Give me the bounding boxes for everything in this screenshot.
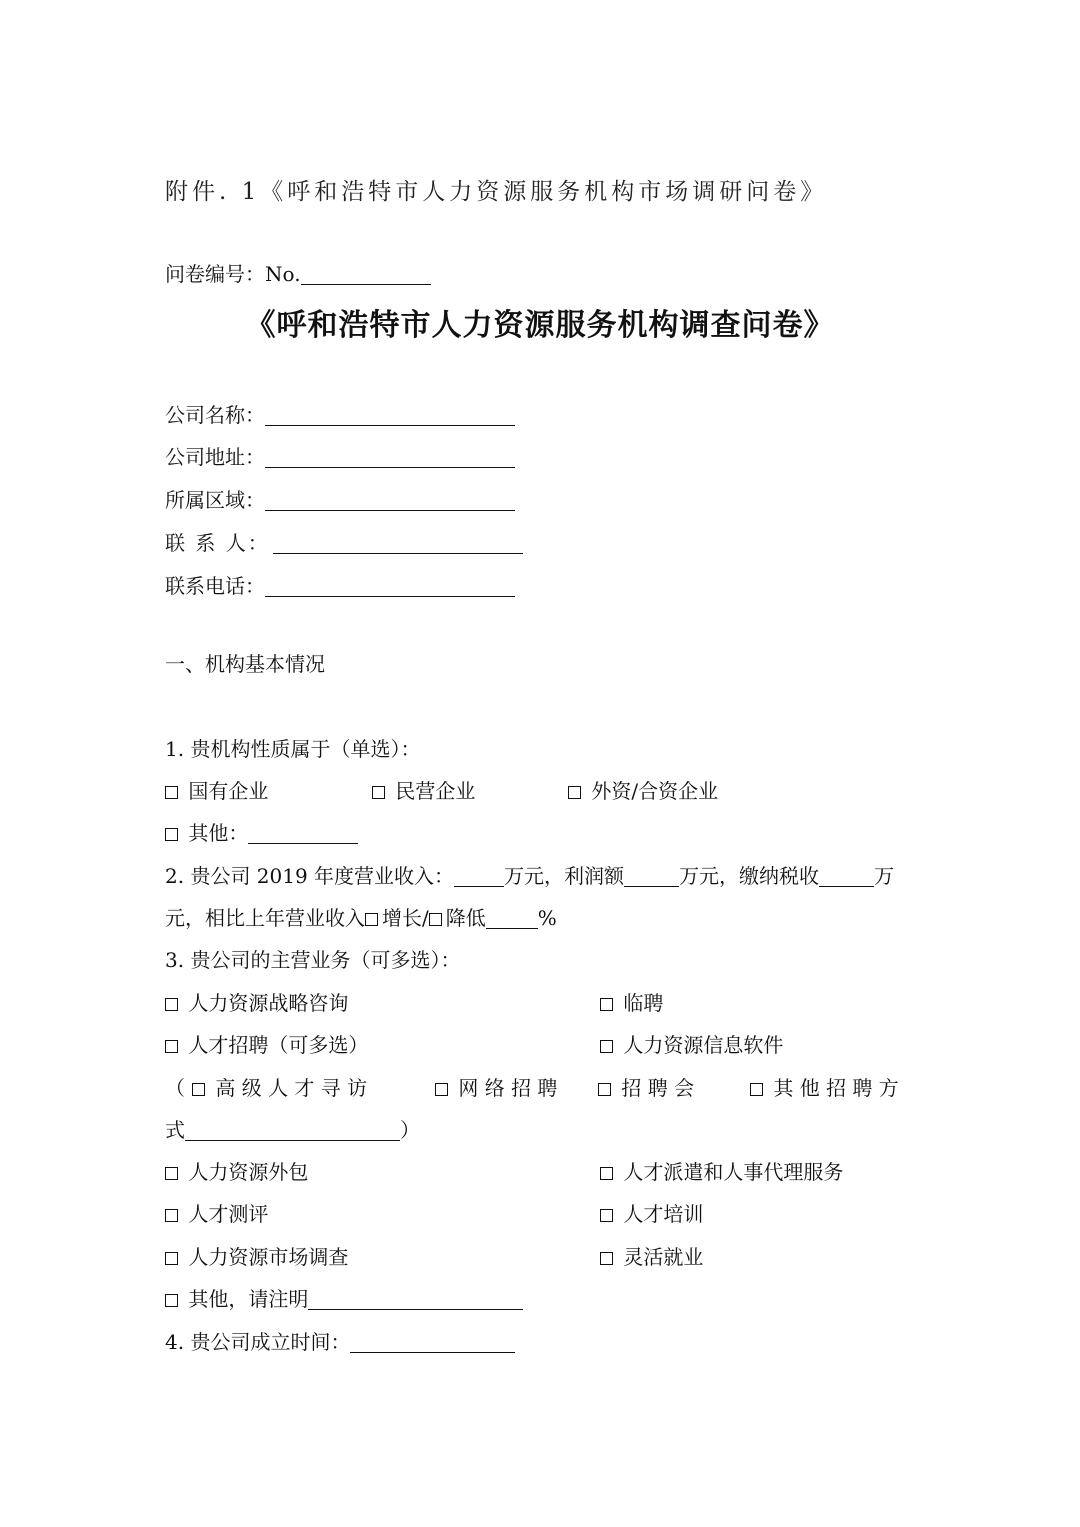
q1-prompt: 1. 贵机构性质属于（单选）： (165, 737, 421, 761)
option-label: 民营企业 (395, 779, 476, 803)
q3-option-other[interactable] (165, 1285, 523, 1313)
q2-text: 降低 (445, 906, 486, 930)
checkbox-icon[interactable] (600, 1040, 613, 1053)
q3-option[interactable] (165, 1200, 268, 1228)
option-label: 灵活就业 (623, 1245, 704, 1269)
option-label: 网 络 招 聘 (458, 1076, 558, 1100)
checkbox-icon[interactable] (568, 786, 581, 799)
checkbox-icon[interactable] (165, 1209, 178, 1222)
checkbox-icon[interactable] (372, 786, 385, 799)
field-label: 所属区域： (165, 488, 265, 512)
option-label: 人力资源战略咨询 (188, 991, 349, 1015)
option-label: 人才测评 (188, 1202, 269, 1226)
q3-recruit-sub-option[interactable] (750, 1074, 899, 1102)
q3-option[interactable] (165, 1243, 348, 1271)
option-label: 外资/合资企业 (591, 779, 719, 803)
option-label: 人才招聘（可多选） (188, 1033, 369, 1057)
q2-line2 (165, 904, 557, 932)
checkbox-icon[interactable] (165, 1252, 178, 1265)
option-label: 人力资源市场调查 (188, 1245, 349, 1269)
q3-recruit-sub-option[interactable] (598, 1074, 694, 1102)
checkbox-icon[interactable] (600, 998, 613, 1011)
field-label: 公司名称： (165, 403, 265, 427)
checkbox-icon[interactable] (435, 1083, 448, 1096)
option-label: 招 聘 会 (621, 1076, 695, 1100)
q2-line1 (165, 862, 894, 890)
other-recruit-blank[interactable] (185, 1118, 400, 1141)
q3-option[interactable] (600, 1031, 783, 1059)
q4 (165, 1328, 515, 1356)
option-label: 其他： (188, 821, 249, 845)
checkbox-icon[interactable] (750, 1083, 763, 1096)
checkbox-icon[interactable] (598, 1083, 611, 1096)
q2-text: 万元，缴纳税收 (679, 864, 820, 888)
q1-option-foreign[interactable] (568, 777, 718, 805)
page-title: 《呼和浩特市人力资源服务机构调查问卷》 (245, 308, 835, 343)
option-label: 人力资源信息软件 (623, 1033, 784, 1057)
q1-option-other[interactable] (165, 819, 358, 847)
change-percent-blank[interactable] (486, 906, 538, 929)
region-blank[interactable] (265, 488, 515, 511)
revenue-blank[interactable] (454, 864, 504, 887)
option-label: 人力资源外包 (188, 1160, 309, 1184)
q4-prompt: 4. 贵公司成立时间： (165, 1330, 351, 1354)
q3-recruit-sub-option[interactable] (435, 1074, 557, 1102)
option-label: ） (400, 1118, 420, 1142)
section-heading: 一、机构基本情况 (165, 652, 325, 676)
checkbox-icon[interactable] (600, 1252, 613, 1265)
option-label: 人才培训 (623, 1202, 704, 1226)
q1-option-private[interactable] (372, 777, 475, 805)
q3-option[interactable] (600, 989, 663, 1017)
q3-prompt: 3. 贵公司的主营业务（可多选）： (165, 948, 461, 972)
option-label: 人才派遣和人事代理服务 (623, 1160, 844, 1184)
q1-other-blank[interactable] (248, 821, 358, 844)
checkbox-icon[interactable] (165, 998, 178, 1011)
q1-option-state-owned[interactable] (165, 777, 268, 805)
q3-recruit-sub-option[interactable] (192, 1074, 367, 1102)
q2-text: 2. 贵公司 2019 年度营业收入： (165, 864, 455, 888)
checkbox-icon[interactable] (165, 1167, 178, 1180)
field-company-address (165, 443, 515, 471)
attachment-title: 附件. 1《呼和浩特市人力资源服务机构市场调研问卷》 (165, 179, 828, 205)
q3-option[interactable] (165, 989, 348, 1017)
company-name-blank[interactable] (265, 403, 515, 426)
checkbox-icon[interactable] (165, 828, 178, 841)
option-label: 其他，请注明 (188, 1287, 309, 1311)
option-label: 国有企业 (188, 779, 269, 803)
q2-text: 元，相比上年营业收入 (165, 906, 365, 930)
q3-recruit-sub-cont (165, 1116, 420, 1144)
q3-option[interactable] (165, 1031, 368, 1059)
q2-text: 万 (874, 864, 895, 888)
contact-person-blank[interactable] (273, 531, 523, 554)
q2-text: 增长/ (382, 906, 429, 930)
number-label: 问卷编号：No. (165, 262, 301, 286)
checkbox-icon[interactable] (600, 1167, 613, 1180)
field-label: 联系电话： (165, 574, 265, 598)
q3-option[interactable] (165, 1158, 308, 1186)
option-label: 临聘 (623, 991, 664, 1015)
field-company-name (165, 401, 515, 429)
checkbox-icon[interactable] (165, 1040, 178, 1053)
profit-blank[interactable] (624, 864, 679, 887)
checkbox-icon[interactable] (600, 1209, 613, 1222)
option-label: 式 (165, 1118, 185, 1142)
q3-option[interactable] (600, 1243, 703, 1271)
checkbox-icon[interactable] (192, 1083, 205, 1096)
founding-date-blank[interactable] (350, 1330, 515, 1353)
q3-option[interactable] (600, 1158, 843, 1186)
checkbox-icon[interactable] (165, 1294, 178, 1307)
checkbox-icon[interactable] (429, 913, 442, 926)
q3-other-blank[interactable] (308, 1287, 523, 1310)
field-contact-person (165, 529, 523, 557)
field-label: 公司地址： (165, 445, 265, 469)
number-blank[interactable] (301, 262, 431, 285)
questionnaire-number (165, 260, 431, 288)
field-phone (165, 572, 515, 600)
checkbox-icon[interactable] (365, 913, 378, 926)
q2-text: % (537, 906, 557, 930)
option-label: 其 他 招 聘 方 (773, 1076, 899, 1100)
q3-recruit-sub-open: （ (165, 1076, 185, 1100)
company-address-blank[interactable] (265, 445, 515, 468)
tax-blank[interactable] (819, 864, 874, 887)
option-label: 高 级 人 才 寻 访 (215, 1076, 368, 1100)
field-label: 联 系 人： (165, 531, 270, 555)
q2-text: 万元，利润额 (504, 864, 625, 888)
checkbox-icon[interactable] (165, 786, 178, 799)
field-region (165, 486, 515, 514)
q3-option[interactable] (600, 1200, 703, 1228)
phone-blank[interactable] (265, 574, 515, 597)
